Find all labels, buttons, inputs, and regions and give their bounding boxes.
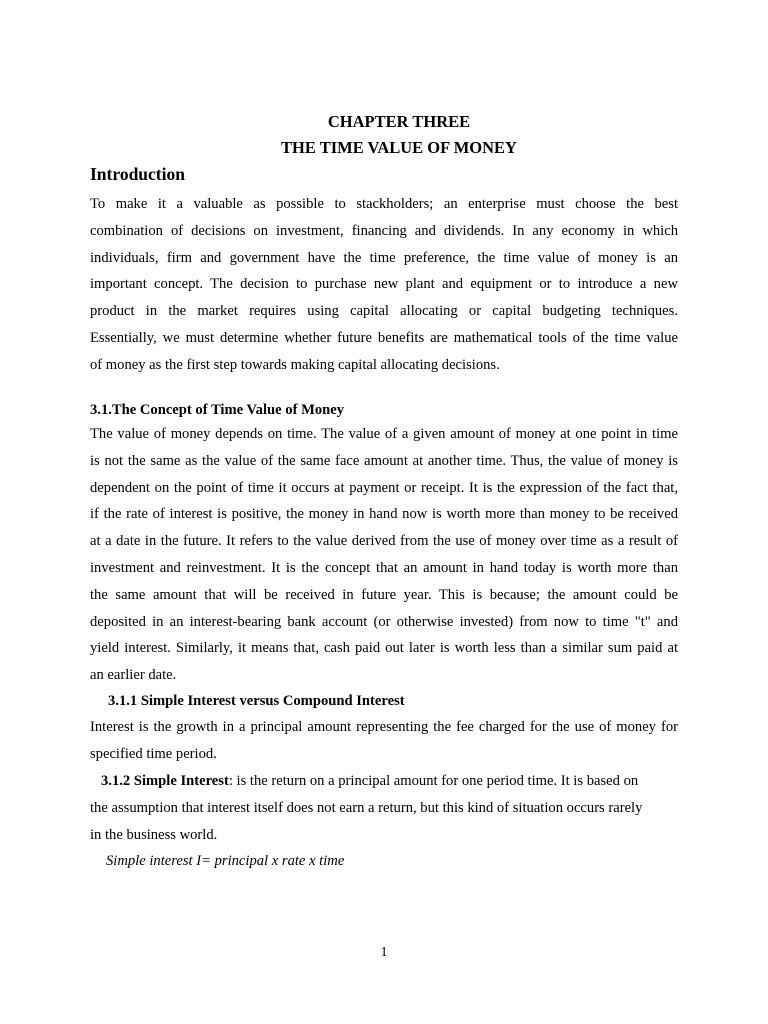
simple-interest-formula: Simple interest I= principal x rate x time <box>106 853 345 869</box>
introduction-paragraph <box>90 191 678 379</box>
paragraph-line: Essentially, we must determine whether future benefits are mathematical tools of the time value <box>90 329 678 346</box>
paragraph-line: investment and reinvestment. It is the concept that an amount in hand today is worth more than <box>90 559 678 576</box>
paragraph-line: dependent on the point of time it occurs at payment or receipt. It is the expression of the fact that, <box>90 479 678 496</box>
paragraph-line: if the rate of interest is positive, the money in hand now is worth more than money to be received <box>90 506 678 523</box>
page-number: 1 <box>380 945 388 960</box>
paragraph-line: Interest is the growth in a principal amount representing the fee charged for the use of money for <box>90 719 678 735</box>
paragraph-line: combination of decisions on investment, financing and dividends. In any economy in which <box>90 222 678 239</box>
paragraph-line: the same amount that will be received in future year. This is because; the amount could be <box>90 586 678 603</box>
paragraph-line: of money as the first step towards making capital allocating decisions. <box>90 356 500 373</box>
section-3-1-heading <box>90 400 344 420</box>
section-number: 3.1. <box>90 402 112 418</box>
simple-interest-term: 3.1.2 Simple Interest <box>101 773 229 789</box>
paragraph-line: is not the same as the value of the same face amount at another time. Thus, the value of money is <box>90 452 678 469</box>
paragraph-line <box>90 768 678 795</box>
paragraph-line: deposited in an interest-bearing bank account (or otherwise invested) from now to time "t" and <box>90 613 678 630</box>
introduction-heading: Introduction <box>90 164 185 184</box>
paragraph-line: at a date in the future. It refers to the value derived from the use of money over time as a result of <box>90 533 678 550</box>
section-3-1-2-paragraph <box>90 768 678 848</box>
chapter-main-title: THE TIME VALUE OF MONEY <box>281 138 517 157</box>
paragraph-line: the assumption that interest itself does not earn a return, but this kind of situation occurs rarely <box>90 799 643 816</box>
section-3-1-1-heading: 3.1.1 Simple Interest versus Compound Interest <box>108 693 405 709</box>
section-3-1-1-paragraph <box>90 714 678 768</box>
paragraph-line: individuals, firm and government have the time preference, the time value of money is an <box>90 249 678 266</box>
paragraph-line: To make it a valuable as possible to stackholders; an enterprise must choose the best <box>90 196 678 212</box>
section-title: The Concept of Time Value of Money <box>111 402 345 418</box>
section-3-1-paragraph <box>90 421 678 689</box>
paragraph-line: specified time period. <box>90 745 217 762</box>
paragraph-line: yield interest. Similarly, it means that, cash paid out later is worth less than a similar sum paid at <box>90 640 678 657</box>
paragraph-line: important concept. The decision to purchase new plant and equipment or to introduce a new <box>90 276 678 293</box>
paragraph-line: an earlier date. <box>90 667 177 684</box>
simple-interest-definition: : is the return on a principal amount for one period time. It is based on <box>228 773 639 789</box>
chapter-number-title: CHAPTER THREE <box>327 112 471 131</box>
paragraph-line: product in the market requires using capital allocating or capital budgeting techniques. <box>90 303 678 320</box>
paragraph-line: in the business world. <box>90 826 218 843</box>
paragraph-line: The value of money depends on time. The value of a given amount of money at one point in time <box>90 426 678 442</box>
